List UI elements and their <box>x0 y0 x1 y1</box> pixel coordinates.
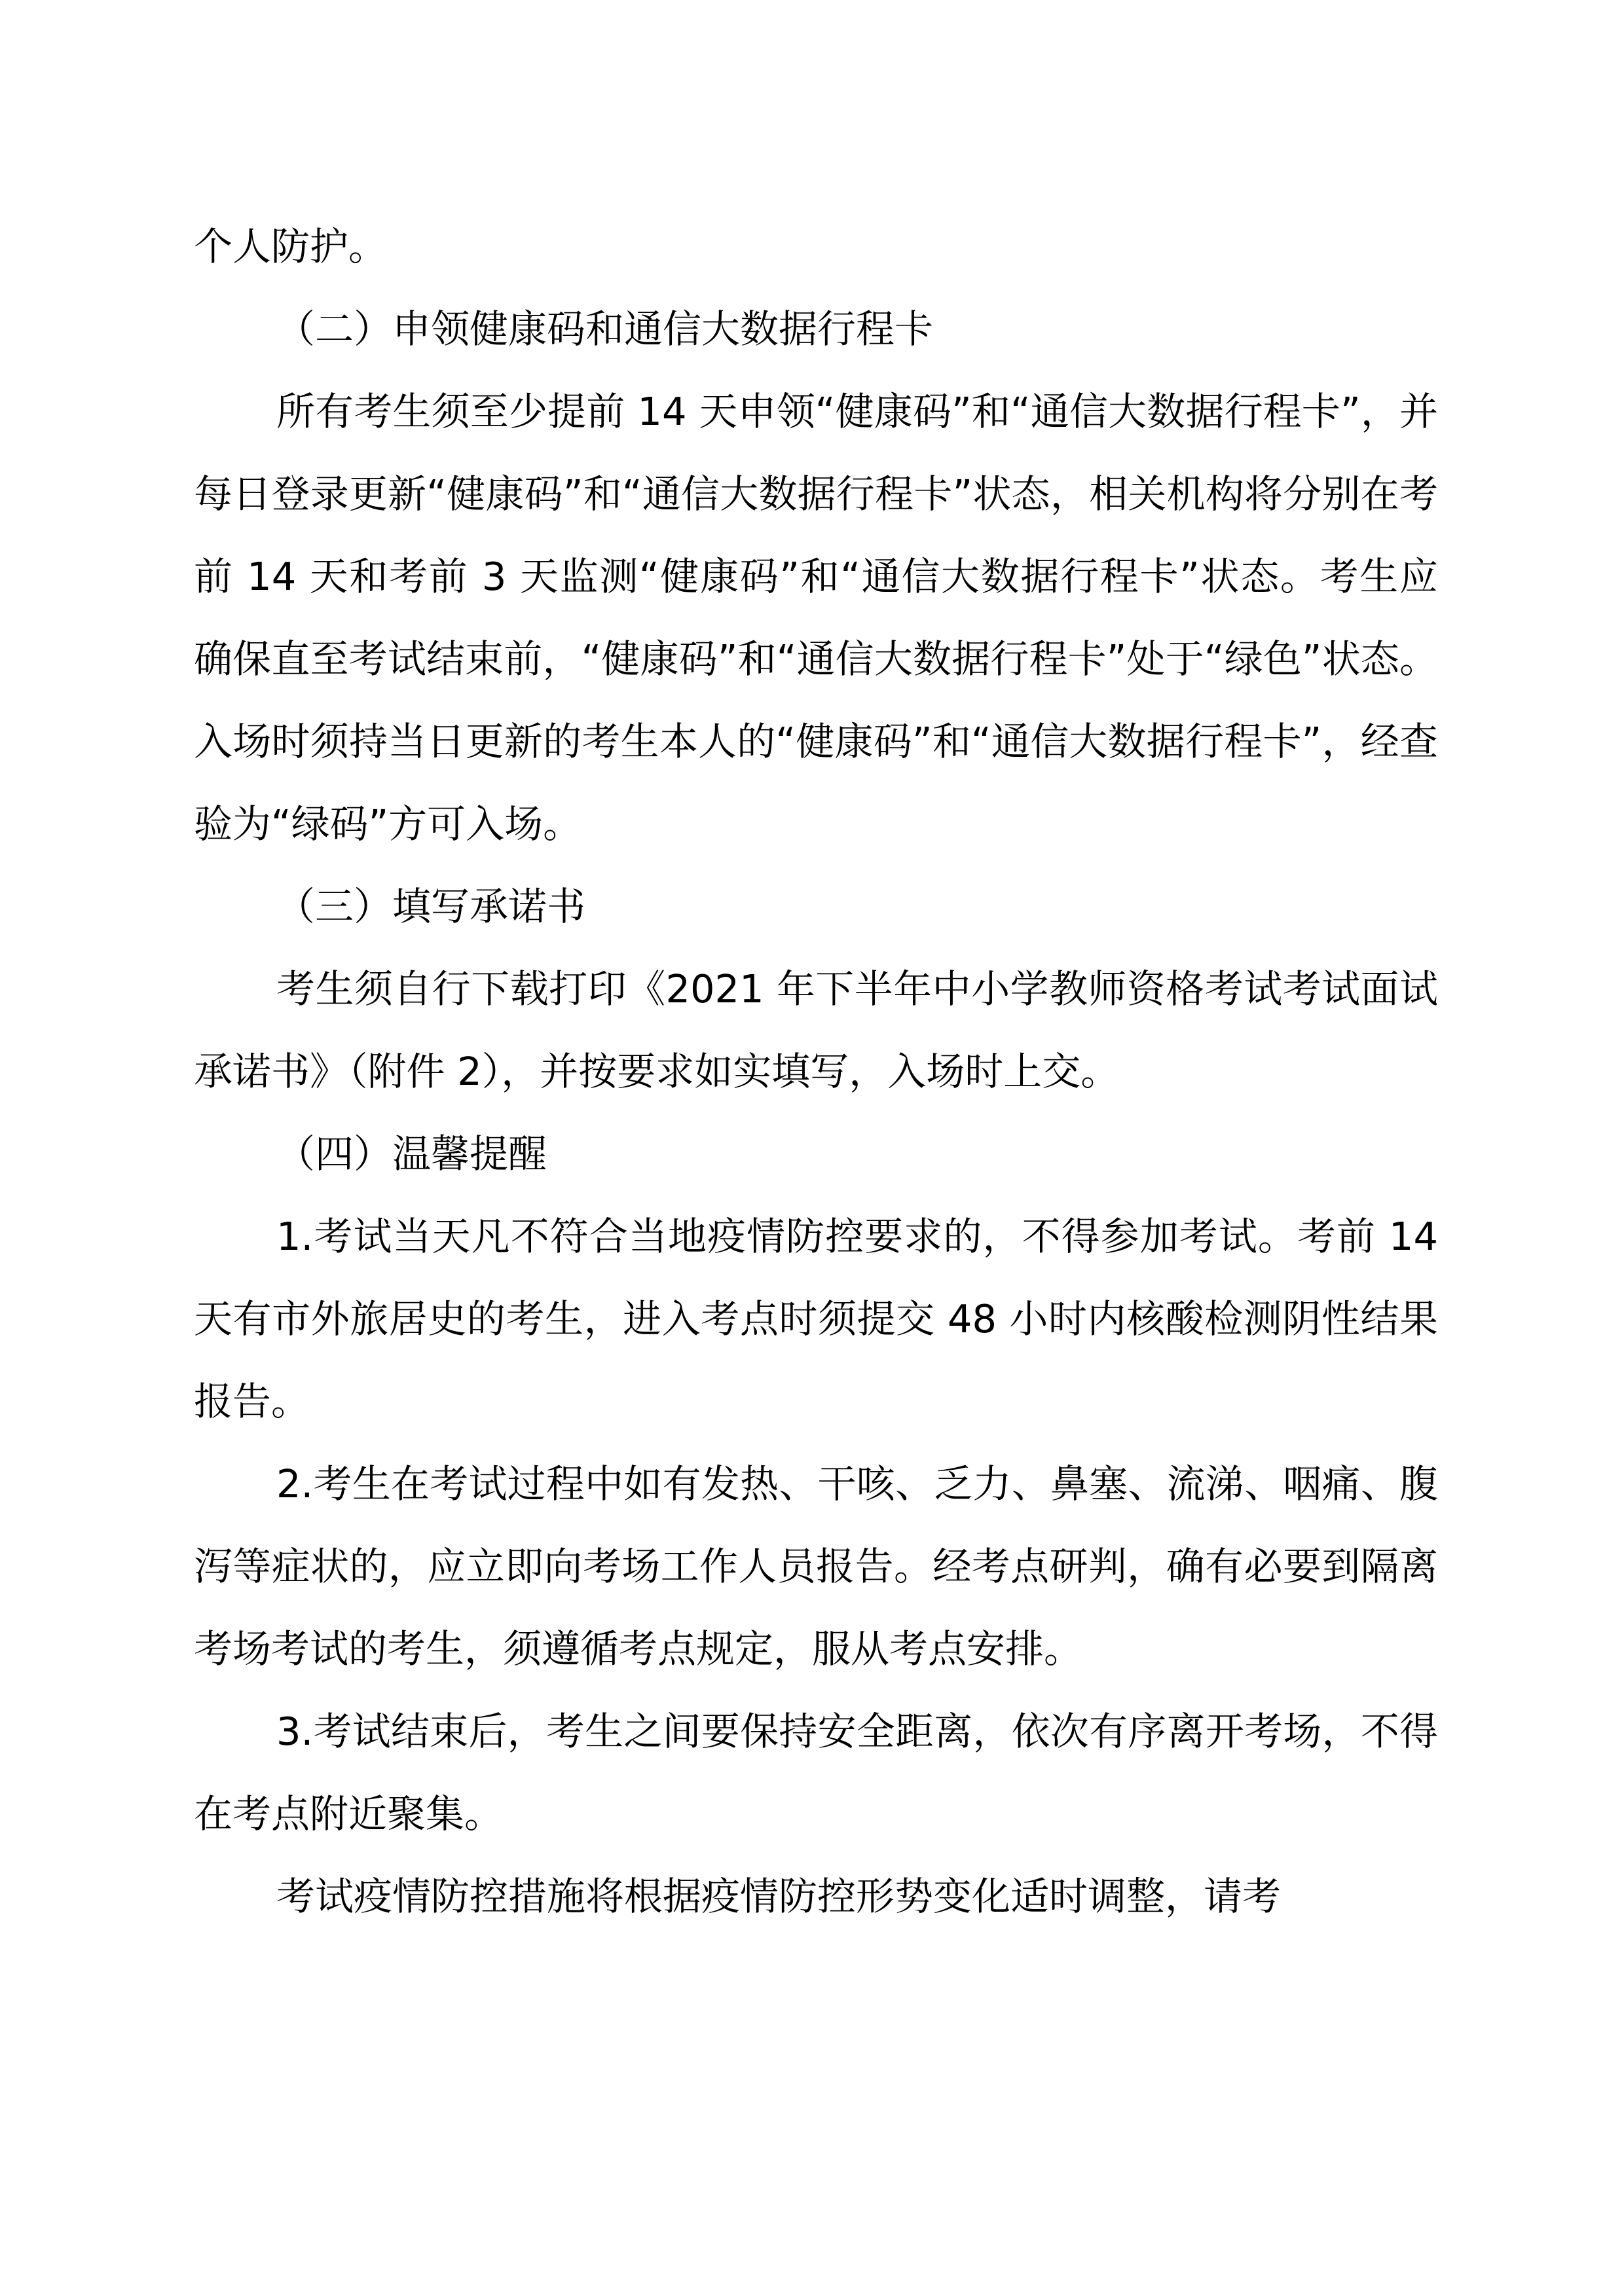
paragraph-commitment: 考生须自行下载打印《2021 年下半年中小学教师资格考试考试面试承诺书》（附件 2），并按要求如实填写，入场时上交。 <box>194 966 1438 1094</box>
paragraph-reminder-1: 1.考试当天凡不符合当地疫情防控要求的，不得参加考试。考前 14 天有市外旅居史的考生，进入考点时须提交 48 小时内核酸检测阴性结果报告。 <box>194 1214 1438 1424</box>
document-body <box>194 206 1438 1938</box>
paragraph-continuation: 个人防护。 <box>194 224 388 269</box>
paragraph-health-code: 所有考生须至少提前 14 天申领“健康码”和“通信大数据行程卡”，并每日登录更新“健康码”和“通信大数据行程卡”状态，相关机构将分别在考前 14 天和考前 3 天监测“健康码”和“通信大数据行程卡”状态。考生应确保直至考试结束前，“健康码”和“通信大数据行程卡”处于“绿色”状态。入场时须持当日更新的考生本人的“健康码”和“通信大数据行程卡”，经查验为“绿码”方可入场。 <box>194 389 1438 847</box>
section-heading-health-code: （二）申领健康码和通信大数据行程卡 <box>276 306 934 352</box>
section-heading-reminder: （四）温馨提醒 <box>276 1131 547 1176</box>
paragraph-reminder-3: 3.考试结束后，考生之间要保持安全距离，依次有序离开考场，不得在考点附近聚集。 <box>194 1709 1438 1836</box>
paragraph-reminder-2: 2.考生在考试过程中如有发热、干咳、乏力、鼻塞、流涕、咽痛、腹泻等症状的，应立即向考场工作人员报告。经考点研判，确有必要到隔离考场考试的考生，须遵循考点规定，服从考点安排。 <box>194 1461 1438 1671</box>
paragraph-closing: 考试疫情防控措施将根据疫情防控形势变化适时调整，请考 <box>276 1874 1282 1919</box>
section-heading-commitment: （三）填写承诺书 <box>276 884 586 929</box>
